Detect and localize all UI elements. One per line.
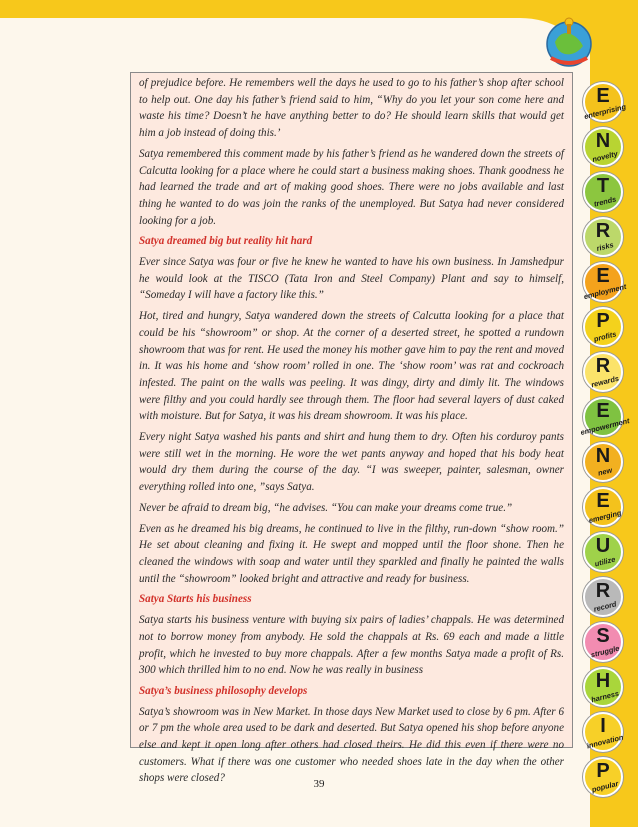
rail-word: employment [582,281,628,302]
rail-word: rewards [590,373,620,390]
rail-letter: E [596,265,610,287]
rail-word: profits [592,329,618,344]
rail-letter: R [595,580,611,602]
rail-circle-h [583,667,623,707]
rail-word: utilize [593,554,617,569]
rail-circle-t [583,172,623,212]
rail-letter: E [596,85,610,107]
rail-circle-r [583,577,623,617]
rail-circle-r [583,352,623,392]
rail-circle-n [583,127,623,167]
rail-letter: P [596,760,610,782]
rail-circle-s [583,622,623,662]
rail-letter: U [595,535,611,557]
rail-circle-n [583,442,623,482]
rail-word: risks [595,240,615,253]
top-curve [0,18,580,78]
paragraph: Never be afraid to dream big, “he advises. “You can make your dreams come true.” [139,501,513,514]
rail-circle-r [583,217,623,257]
paragraph: Even as he dreamed his big dreams, he continued to live in the filthy, run-down “show room.” He set about cleaning and fixing it. He swept and mopped until the floor shone. Then he cleaned the windows with soap and water until they sparkled and finally he painted the walls until the “showroom” looked bright and attractive and ready for business. [139,522,564,585]
rail-circle-e [583,487,623,527]
rail-circle-p [583,757,623,797]
rail-circle-i [583,712,623,752]
rail-word: enterprising [583,101,627,122]
rail-word: record [592,599,618,614]
rail-word: harness [590,688,620,705]
rail-word: emerging [587,508,623,525]
rail-circle-e [579,397,631,437]
paragraph: Hot, tired and hungry, Satya wandered down the streets of Calcutta looking for a place that could be his “showroom” or shop. At the corner of a deserted street, he spotted a rundown showroom that was for rent. He used the money his mother gave him to pay the rent and moved in. It was his home and ‘show room’ rolled in one. The ‘show room’ was rat and cockroach infested. The paint on the walls was peeling. It was dingy, dirty and dimly lit. The windows were filthy and you could hardly see through them. The floor had several layers of dust caked with moisture. But for Satya, it was his dream showroom. It was his place. [139,310,564,423]
section-heading: Satya dreamed big but reality hit hard [139,235,313,248]
rail-letter: E [596,400,610,422]
rail-word: popular [590,778,620,795]
page-number: 39 [313,778,325,790]
rail-circle-e [582,262,628,302]
rail-letter: H [595,670,611,692]
rail-letter: N [595,130,611,152]
section-heading: Satya’s business philosophy develops [139,684,308,697]
rail-letter: T [596,175,610,197]
section-heading: Satya Starts his business [139,593,252,606]
rail-circle-e [583,82,627,122]
paragraph: Ever since Satya was four or five he knew he wanted to have his own business. In Jamshedpur he would look at the TISCO (Tata Iron and Steel Company) Plant and say to himself, “Someday I will have a factory like this.” [139,256,564,302]
rail-word: struggle [589,643,621,660]
paragraph: of prejudice before. He remembers well the days he used to go to his father’s shop after school to help out. One day his father’s friend said to him, “Why do you let your son come here and waste his time? Doesn’t he have anything better to do? He should learn skills that would get him a job instead of doing this.’ [139,77,564,140]
rail-letter: I [600,715,606,737]
rail-circle-u [583,532,623,572]
rail-word: empowerment [579,416,631,437]
rail-letter: S [596,625,610,647]
globe-logo-icon [539,12,599,72]
rail-letter: N [595,445,611,467]
rail-letter: R [595,220,611,242]
rail-letter: P [596,310,610,332]
paragraph: Satya remembered this comment made by his father’s friend as he wandered down the streets of Calcutta looking for a place where he could start a business making shoes. Thank goodness he had learned the trade and art of making good shoes. There were no jobs available and last thing he wanted to do was join the ranks of the unemployed. But Satya had never considered looking for a job. [139,147,564,227]
rail-letter: R [595,355,611,377]
paragraph: Every night Satya washed his pants and shirt and hung them to dry. Often his corduroy pants were still wet in the morning. He wore the wet pants anyway and hoped that his body heat would dry them during the course of the day. “I was sweeper, painter, salesman, owner everything rolled into one, ”says Satya. [139,431,564,494]
rail-word: innovation [585,732,625,751]
rail-letter: E [596,490,610,512]
rail-circle-p [583,307,623,347]
rail-word: new [596,465,614,478]
rail-word: novelty [591,149,619,164]
paragraph: Satya starts his business venture with buying six pairs of ladies’ chappals. He was determined not to borrow money from anybody. He sold the chappals at Rs. 69 each and made a little profit, which he invested to buy more chappals. After a few months Satya made a profit of Rs. 300 which thrilled him to no end. Now he was really in business [139,614,564,677]
rail-word: trends [592,194,618,209]
paragraph: Satya’s showroom was in New Market. In those days New Market used to close by 6 pm. After 6 or 7 pm the whole area used to be dark and deserted. But Satya opened his shop before anyone else and kept it open long after others had closed theirs. He did this even if there were no customers. What if there was one customer who needed shoes late in the day when the other shops were closed? [139,705,564,785]
